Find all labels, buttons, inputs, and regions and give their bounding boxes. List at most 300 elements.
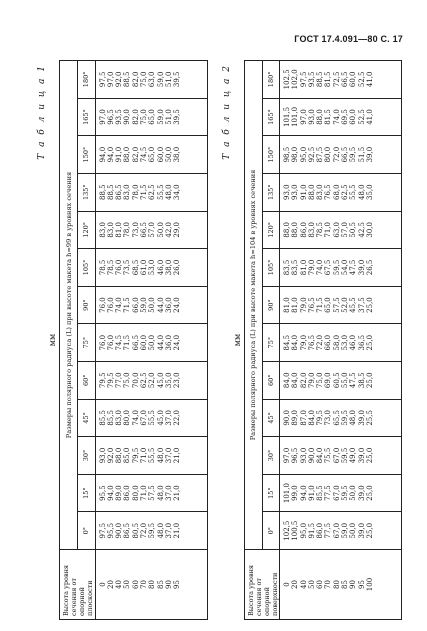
table-cell-value: 77,0 [115,372,124,389]
table-cell-value: 47,5 [349,372,358,389]
table-cell-value: 60 [131,580,140,589]
table-cell-value: 50,0 [148,334,157,351]
table-cell-value: 93,0 [307,109,316,125]
table-cell-value: 70,0 [131,372,140,389]
table-cell-value: 39,0 [357,522,366,539]
table-cell-value: 50,0 [156,222,165,238]
table-cell-value: 71,5 [316,297,325,313]
table-cell-value: 22,0 [173,410,182,426]
table-cell-value: 90 [164,580,173,589]
table-cell-value: 76,0 [98,297,107,313]
table-cell-value: 66,0 [324,334,333,351]
table-cell-value: 86,0 [299,222,308,238]
table-cell-value: 83,0 [316,184,325,201]
table-cell-value: 59,5 [341,410,350,426]
table-cell-value: 57,0 [341,222,350,238]
table-cell-value: 25,5 [365,410,374,426]
table-cell-value: 60 [316,580,325,589]
table-cell-value: 73,5 [123,259,132,276]
table-cell-value: 95 [357,580,366,589]
table-cell-value: 25,0 [365,522,374,539]
table-cell-value: 23,0 [173,372,182,389]
table-cell-value: 71,0 [324,222,333,238]
table-cell-value: 57,5 [332,297,341,313]
table-cell-value: 81,0 [283,297,291,313]
table-cell-value: 84,0 [291,334,300,351]
table-cell-value: 48,0 [156,447,165,464]
table-cell-value: 83,5 [291,259,300,276]
table-cell-value: 78,0 [131,184,140,201]
table-cell-value: 89,0 [291,410,300,426]
table-cell-value: 74,0 [131,410,140,426]
table-cell-value: 81,0 [299,259,308,276]
table-cell-value: 85 [341,580,350,589]
table1-column [95,399,207,437]
table1-angle-30: 30° [78,437,95,475]
table-cell-value: 59,5 [349,146,358,163]
table-cell-value: 85 [156,580,165,589]
table-cell-value: 55,5 [148,447,157,464]
table2-column [280,98,402,136]
table-cell-value: 94,0 [299,485,308,501]
table-cell-value: 44,0 [156,334,165,351]
table2-column [280,512,402,550]
table-cell-value: 91,0 [299,184,308,201]
table-cell-value: 102,5 [283,69,291,90]
table-cell-value: 0 [98,582,107,587]
table-cell-value: 52,0 [341,297,350,313]
table2-column [280,211,402,249]
table-cell-value: 76,0 [98,334,107,351]
table-cell-value: 74,5 [115,334,124,351]
table-cell-value: 79,0 [299,297,308,313]
table-cell-value: 66,5 [131,334,140,351]
table-cell-value: 65,0 [324,297,333,313]
table-cell-value: 67,0 [332,485,341,501]
page-header: ГОСТ 17.4.091—80 С. 17 [294,34,403,44]
table-cell-value: 37,0 [164,485,173,501]
table-cell-value: 67,0 [332,447,341,464]
table-cell-value: 39,5 [173,109,182,125]
table-cell-value: 36,5 [357,334,366,351]
table1-row-header: Высота уровня сечения от опорной плоскости [60,550,96,620]
rotated-page-content [37,60,389,620]
table-cell-value: 39,0 [357,485,366,501]
table2-angle-15: 15° [262,474,279,512]
table2-angle-180: 180° [262,61,279,99]
table1-angle-90: 90° [78,286,95,324]
table-cell-value: 49,0 [349,447,358,464]
table-cell-value: 100 [365,577,374,592]
table1 [59,60,208,620]
table-cell-value: 38,0 [164,259,173,276]
table-cell-value: 50 [123,580,132,589]
table-cell-value: 48,0 [349,410,358,426]
table-cell-value: 72,0 [316,334,325,351]
table-cell-value: 83,0 [98,222,107,238]
table2-column [280,286,402,324]
table-cell-value: 88,0 [115,447,124,464]
table-cell-value: 34,0 [173,184,182,201]
table-cell-value: 47,5 [349,259,358,276]
table-cell-value: 0 [283,582,291,587]
table-cell-value: 79,5 [98,372,107,389]
table1-heights-column [95,550,207,620]
table-cell-value: 88,5 [106,184,115,201]
table-cell-value: 59,0 [139,297,148,313]
table-cell-value: 74,0 [115,297,124,313]
table-cell-value: 94,0 [98,146,107,163]
table-cell-value: 46,0 [156,259,165,276]
table-cell-value: 74,5 [139,146,148,163]
table-cell-value: 76,5 [307,334,316,351]
table-cell-value: 55,5 [148,410,157,426]
table-cell-value: 21,0 [173,447,182,464]
table1-angle-165: 165° [78,98,95,136]
table1-column [95,61,207,99]
table-cell-value: 83,0 [106,222,115,238]
table2-row-header: Высота уровня сечения от опорной поверхности [244,550,280,620]
table-cell-value: 29,0 [173,222,182,238]
table-cell-value: 80,0 [324,146,333,163]
table1-unit: мм [48,333,57,347]
table-cell-value: 98,5 [283,146,291,163]
table-cell-value: 60,0 [349,71,358,88]
table-cell-value: 59,0 [156,71,165,88]
table-cell-value: 30,0 [365,222,374,238]
table1-angle-135: 135° [78,173,95,211]
table-cell-value: 60,5 [332,372,341,389]
table2-column [280,324,402,362]
table-cell-value: 82,0 [131,71,140,88]
table-cell-value: 83,0 [307,222,316,238]
table-cell-value: 81,5 [324,109,333,125]
table-cell-value: 53,0 [341,334,350,351]
table-cell-value: 45,0 [156,372,165,389]
table1-column [95,173,207,211]
table1-angle-60: 60° [78,361,95,399]
table-cell-value: 48,0 [156,485,165,501]
table1-angle-180: 180° [78,61,95,99]
table-cell-value: 59,5 [148,522,157,539]
table-cell-value: 51,0 [164,109,173,125]
table1-angle-75: 75° [78,324,95,362]
table-cell-value: 90,0 [307,447,316,464]
table-cell-value: 59,5 [332,259,341,276]
table-cell-value: 37,5 [357,297,366,313]
table-cell-value: 72,0 [139,522,148,539]
table2-heights-column [280,550,402,620]
table-cell-value: 66,0 [131,297,140,313]
table2-angle-150: 150° [262,136,279,174]
table-cell-value: 48,0 [164,184,173,201]
table-cell-value: 79,0 [307,372,316,389]
table-cell-value: 91,0 [307,485,316,501]
table2-column [280,399,402,437]
table-cell-value: 81,5 [324,71,333,88]
table-cell-value: 71,5 [123,297,132,313]
table-cell-value: 72,5 [332,71,341,88]
table-cell-value: 97,5 [299,71,308,88]
table-cell-value: 82,0 [131,146,140,163]
table-cell-value: 68,5 [131,259,140,276]
table-cell-value: 87,5 [316,146,325,163]
table-cell-value: 88,0 [307,184,316,201]
table-cell-value: 55,5 [156,184,165,201]
table-cell-value: 97,5 [98,71,107,88]
table-cell-value: 84,0 [307,410,316,426]
table-cell-value: 53,0 [148,259,157,276]
table-cell-value: 69,0 [324,372,333,389]
table-cell-value: 88,5 [98,184,107,201]
table1-angle-row [78,61,95,620]
table-cell-value: 77,5 [324,522,333,539]
table-cell-value: 73,0 [324,410,333,426]
table-cell-value: 90,0 [115,522,124,539]
table1-column [95,98,207,136]
table-cell-value: 71,0 [139,447,148,464]
table-cell-value: 45,5 [349,297,358,313]
table-cell-value: 75,0 [139,109,148,125]
table-cell-value: 86,0 [123,485,132,501]
table-cell-value: 36,0 [164,334,173,351]
table-cell-value: 86,5 [123,522,132,539]
table-cell-value: 88,0 [283,222,291,238]
table-cell-value: 100,5 [291,520,300,541]
table-cell-value: 61,0 [139,259,148,276]
table-cell-value: 67,5 [324,259,333,276]
table-cell-value: 70 [139,580,148,589]
table-cell-value: 24,0 [173,334,182,351]
table-cell-value: 102,0 [291,69,300,90]
table-cell-value: 80 [332,580,341,589]
table2-angle-135: 135° [262,173,279,211]
table2-label: Т а б л и ц а 2 [221,64,232,160]
table-cell-value: 55,0 [341,372,350,389]
table-cell-value: 93,0 [283,184,291,201]
table-cell-value: 77,5 [324,485,333,501]
table-cell-value: 68,0 [332,184,341,201]
table-cell-value: 67,0 [139,410,148,426]
table-cell-value: 85,5 [106,410,115,426]
table-cell-value: 93,0 [98,447,107,464]
table-cell-value: 39,0 [357,447,366,464]
table-cell-value: 67,0 [332,522,341,539]
table-cell-value: 40 [115,580,124,589]
table-cell-value: 57,5 [148,485,157,501]
table-cell-value: 85,5 [316,485,325,501]
table-cell-value: 25,0 [365,447,374,464]
table-cell-value: 71,0 [139,485,148,501]
table-cell-value: 72,0 [332,146,341,163]
table2-angle-75: 75° [262,324,279,362]
table-cell-value: 79,5 [131,447,140,464]
table1-column [95,437,207,475]
table-cell-value: 91,0 [115,146,124,163]
table1-label: Т а б л и ц а 1 [37,64,47,160]
table-cell-value: 74,0 [316,259,325,276]
table-cell-value: 79,5 [106,372,115,389]
table-cell-value: 83,5 [283,259,291,276]
table-cell-value: 79,5 [316,410,325,426]
table-cell-value: 95,5 [98,485,107,501]
table-cell-value: 57,0 [148,222,157,238]
table-cell-value: 102,5 [283,520,291,541]
table-cell-value: 79,0 [307,259,316,276]
table-cell-value: 50 [307,580,316,589]
table-cell-value: 76,0 [106,334,115,351]
table-cell-value: 59,5 [341,485,350,501]
table-cell-value: 88,0 [123,146,132,163]
table-cell-value: 50,0 [164,146,173,163]
table-cell-value: 55,5 [349,184,358,201]
table-cell-value: 83,0 [115,410,124,426]
table2-column [280,437,402,475]
table-cell-value: 60,0 [156,146,165,163]
table-cell-value: 42,0 [164,222,173,238]
table-cell-value: 76,5 [307,297,316,313]
table-cell-value: 50,0 [349,522,358,539]
table2-angle-105: 105° [262,249,279,287]
table-cell-value: 75,5 [324,447,333,464]
table-cell-value: 37,0 [164,447,173,464]
table-cell-value: 39,5 [173,71,182,88]
table-cell-value: 71,5 [139,184,148,201]
table-cell-value: 39,0 [357,410,366,426]
table-cell-value: 81,0 [115,222,124,238]
table-cell-value: 88,5 [123,71,132,88]
table-cell-value: 94,0 [106,146,115,163]
table2-angle-120: 120° [262,211,279,249]
table-cell-value: 97,0 [106,71,115,88]
table-cell-value: 69,5 [341,109,350,125]
table1-column [95,136,207,174]
table-cell-value: 39,0 [357,259,366,276]
table-cell-value: 63,0 [332,222,341,238]
table-cell-value: 86,0 [316,522,325,539]
table-cell-value: 50,0 [148,297,157,313]
table-cell-value: 52,0 [148,372,157,389]
table-cell-value: 95,5 [106,522,115,539]
table-cell-value: 40 [299,580,308,589]
table-cell-value: 21,0 [173,522,182,539]
table-cell-value: 35,0 [164,372,173,389]
table-cell-value: 96,5 [106,109,115,125]
table-cell-value: 101,5 [283,106,291,128]
table1-column [95,361,207,399]
table2-column [280,474,402,512]
table1-column [95,324,207,362]
table-cell-value: 98,0 [291,146,300,163]
table-cell-value: 38,5 [357,372,366,389]
table-cell-value: 45,0 [156,410,165,426]
table-cell-value: 35,0 [365,184,374,201]
table-cell-value: 89,0 [115,485,124,501]
table-cell-value: 63,0 [148,71,157,88]
table-cell-value: 88,0 [291,222,300,238]
table-cell-value: 59,0 [156,109,165,125]
table2-column [280,61,402,99]
table-cell-value: 65,0 [148,146,157,163]
table-cell-value: 97,0 [299,109,308,125]
table-cell-value: 92,0 [106,447,115,464]
table-cell-value: 92,0 [115,71,124,88]
table-cell-value: 42,5 [357,222,366,238]
table-cell-value: 91,5 [307,522,316,539]
table2-column [280,361,402,399]
table-cell-value: 41,0 [365,71,374,88]
table-cell-value: 26,0 [173,259,182,276]
table-cell-value: 48,0 [156,522,165,539]
table-cell-value: 92,5 [307,146,316,163]
table-cell-value: 48,0 [357,184,366,201]
table-cell-value: 88,0 [316,109,325,125]
table-cell-value: 66,5 [341,71,350,88]
table-cell-value: 37,0 [164,410,173,426]
table-cell-value: 25,0 [365,485,374,501]
table-cell-value: 95 [173,580,182,589]
table-cell-value: 74,0 [332,109,341,125]
table1-angle-45: 45° [78,399,95,437]
table-cell-value: 97,0 [283,447,291,464]
table1-angle-0: 0° [78,512,95,550]
table-cell-value: 65,0 [148,109,157,125]
table-cell-value: 93,0 [291,184,300,201]
table-cell-value: 101,0 [283,483,291,504]
table1-column [95,249,207,287]
table-cell-value: 37,0 [164,522,173,539]
table-cell-value: 59,0 [341,522,350,539]
table-cell-value: 39,0 [365,146,374,163]
table1-column [95,474,207,512]
table-cell-value: 93,5 [307,71,316,88]
table1-angle-120: 120° [78,211,95,249]
table-cell-value: 60,0 [139,334,148,351]
table1-angle-105: 105° [78,249,95,287]
table-cell-value: 82,0 [131,109,140,125]
table2-column [280,173,402,211]
table-cell-value: 54,0 [341,259,350,276]
table-cell-value: 78,0 [123,222,132,238]
table-cell-value: 75,0 [123,372,132,389]
table2-angle-90: 90° [262,286,279,324]
table-cell-value: 101,0 [291,106,300,128]
table-cell-value: 58,0 [332,334,341,351]
table-cell-value: 25,0 [365,334,374,351]
table-cell-value: 24,0 [173,297,182,313]
table-cell-value: 50,0 [349,485,358,501]
table-cell-value: 78,5 [316,222,325,238]
table-cell-value: 99,0 [291,485,300,501]
table-cell-value: 78,5 [98,259,107,276]
table-cell-value: 75,0 [316,372,325,389]
table-cell-value: 75,0 [139,71,148,88]
table-cell-value: 85,5 [98,410,107,426]
table2-angle-45: 45° [262,399,279,437]
table2-angle-row [262,61,279,620]
table-cell-value: 62,5 [341,184,350,201]
table1-angle-150: 150° [78,136,95,174]
table-cell-value: 79,0 [299,334,308,351]
table-cell-value: 88,5 [316,71,325,88]
table2-angle-165: 165° [262,98,279,136]
table-cell-value: 66,5 [139,222,148,238]
table-cell-value: 51,0 [164,71,173,88]
table1-caption: Размеры полярного радиуса (L) при высоте макета h=99 в уровнях сечения [60,61,78,550]
table-cell-value: 52,5 [357,109,366,125]
table-cell-value: 78,5 [106,259,115,276]
table-cell-value: 50,5 [349,222,358,238]
